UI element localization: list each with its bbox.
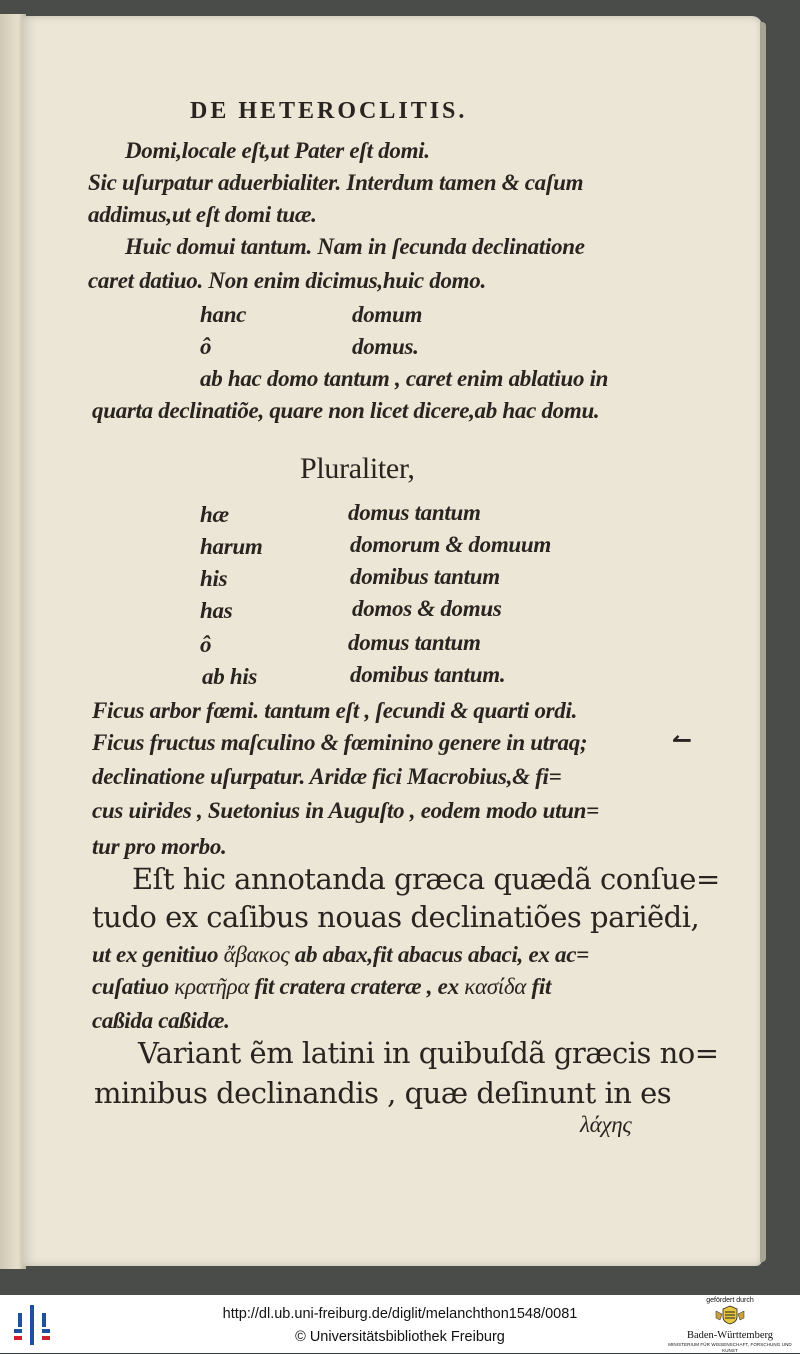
copyright-text: © Universitätsbibliothek Freiburg (295, 1329, 505, 1345)
footer-bar (0, 1295, 800, 1353)
plural-heading: Pluraliter, (300, 452, 415, 485)
text-segment: fit (531, 974, 552, 999)
plural-form: domibus tantum (350, 564, 500, 589)
text-line: addimus,ut eſt domi tuæ. (88, 202, 317, 227)
text-line: Variant ẽm latini in quibuſdã græcis no= (138, 1036, 719, 1070)
text-line: caßida caßidæ. (92, 1008, 230, 1033)
plural-article: ô (200, 632, 212, 657)
text-line: Ficus fructus maſculino & fœminino genere in utraq; (92, 730, 588, 755)
margin-pointer-icon: ↼ (672, 726, 693, 754)
text-line: Huic domui tantum. Nam in ſecunda declinatione (125, 234, 585, 259)
text-line: Ficus arbor fœmi. tantum eſt , ſecundi & quarti ordi. (92, 698, 578, 723)
plural-form: domos & domus (352, 596, 502, 621)
text-line: cus uirides , Suetonius in Auguſto , eodem modo utun= (92, 798, 599, 823)
singular-article: ô (200, 334, 212, 359)
text-segment: ut ex genitiuo (92, 942, 219, 967)
greek-word: κασίδα (464, 974, 527, 999)
greek-word: ἄβακος (223, 942, 290, 967)
plural-form: domibus tantum. (350, 662, 506, 687)
text-line: tur pro morbo. (92, 834, 227, 859)
plural-form: domus tantum (348, 630, 481, 655)
plural-article: harum (200, 534, 263, 559)
text-segment: ab abax,fit abacus abaci, ex ac= (294, 942, 589, 967)
sponsor-label: gefördert durch (706, 1297, 754, 1304)
text-line: quarta declinatiõe, quare non licet dicere,ab hac domu. (92, 398, 600, 423)
singular-form: domum (352, 302, 423, 327)
running-head: DE HETEROCLITIS. (190, 98, 468, 124)
plural-article: has (200, 598, 233, 623)
text-segment: fit cratera crateræ , ex (254, 974, 459, 999)
plural-form: domorum & domuum (350, 532, 551, 557)
text-line: Eſt hic annotanda græca quædã conſue= (132, 862, 720, 896)
text-line (92, 942, 589, 968)
text-line: Domi,locale eſt,ut Pater eſt domi. (125, 138, 430, 163)
text-line: Sic uſurpatur aduerbialiter. Interdum tamen & caſum (88, 170, 584, 195)
page-edge (760, 22, 766, 1262)
source-url-link[interactable]: http://dl.ub.uni-freiburg.de/diglit/melanchthon1548/0081 (222, 1306, 578, 1322)
catchword: λάχης (580, 1112, 632, 1137)
plural-article: ab his (202, 664, 258, 689)
text-line: declinatione uſurpatur. Aridæ fici Macrobius,& fi= (92, 764, 562, 789)
text-line: ab hac domo tantum , caret enim ablatiuo in (200, 366, 609, 391)
singular-article: hanc (200, 302, 247, 327)
greek-word: κρατῆρα (174, 974, 250, 999)
plural-form: domus tantum (348, 500, 481, 525)
text-line: tudo ex caſibus nouas declinatiões pariẽdi, (92, 900, 700, 934)
singular-form: domus. (352, 334, 419, 359)
text-line (92, 974, 551, 1000)
text-line: minibus declinandis , quæ deſinunt in es (94, 1076, 672, 1110)
plural-article: his (200, 566, 228, 591)
sponsor-block (668, 1297, 792, 1351)
text-line: caret datiuo. Non enim dicimus,huic domo. (88, 268, 486, 293)
text-segment: cuſatiuo (92, 974, 169, 999)
sponsor-ministry: MINISTERIUM FÜR WISSENSCHAFT, FORSCHUNG UND KUNST (668, 1342, 792, 1353)
sponsor-name: Baden-Württemberg (686, 1330, 774, 1341)
plural-article: hæ (200, 502, 229, 527)
coat-of-arms-icon (713, 1305, 747, 1325)
